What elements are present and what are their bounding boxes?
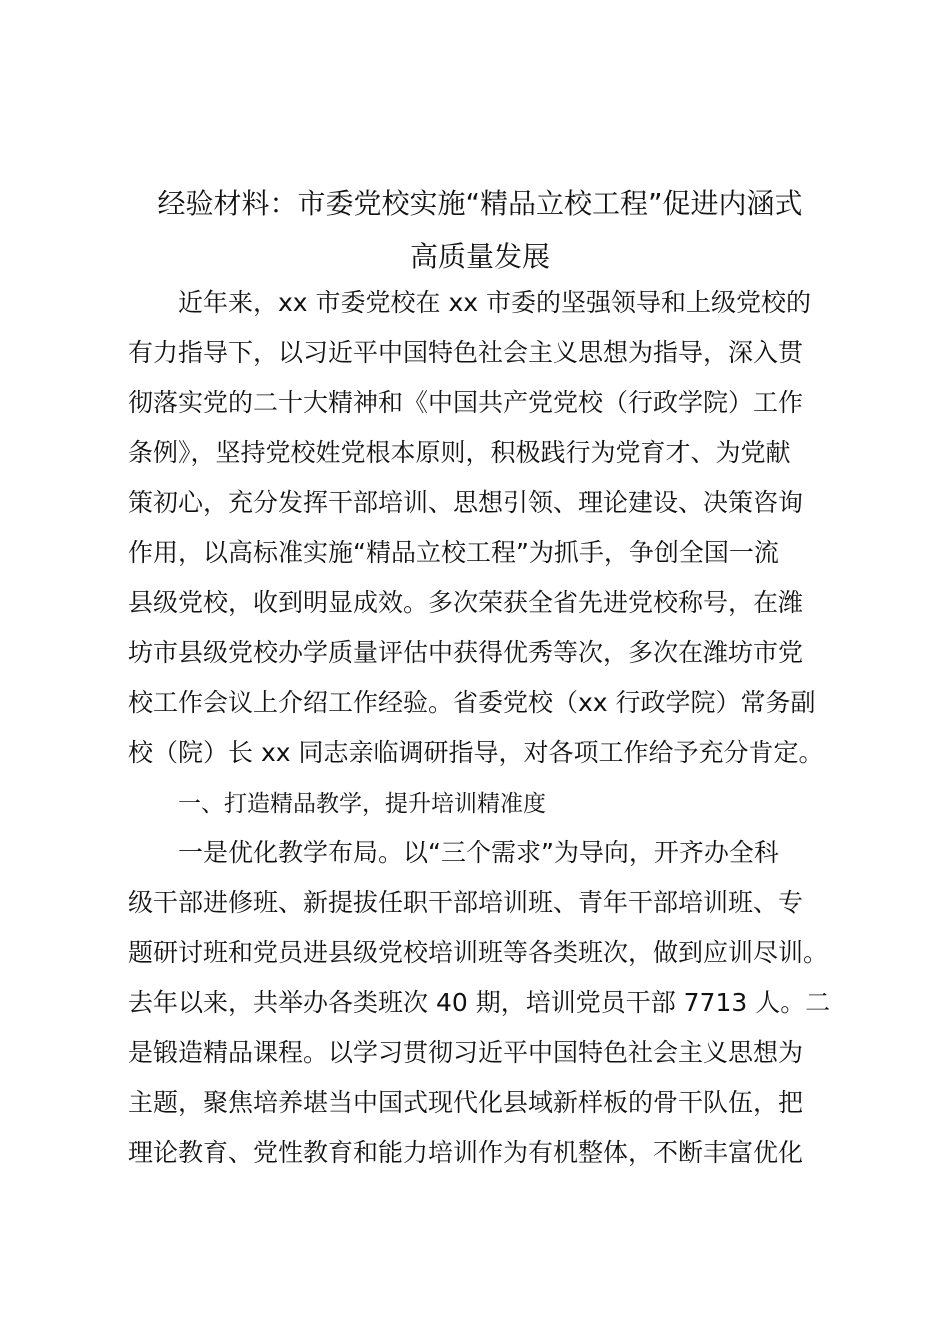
paragraph-line: 策初心，充分发挥干部培训、思想引领、理论建设、决策咨询: [128, 488, 804, 517]
paragraph-line: 校工作会议上介绍工作经验。省委党校（xx 行政学院）常务副: [128, 688, 816, 717]
paragraph-line: 条例》，坚持党校姓党根本原则，积极践行为党育才、为党献: [128, 438, 791, 467]
section-heading: 一、打造精品教学，提升培训精准度: [178, 791, 546, 817]
paragraph-line: 一是优化教学布局。以“三个需求”为导向，开齐办全科: [178, 838, 779, 867]
paragraph-line: 彻落实党的二十大精神和《中国共产党党校（行政学院）工作: [128, 388, 804, 417]
paragraph-line: 坊市县级党校办学质量评估中获得优秀等次，多次在潍坊市党: [128, 638, 804, 667]
paragraph-line: 理论教育、党性教育和能力培训作为有机整体，不断丰富优化: [128, 1138, 804, 1167]
paragraph-line: 是锻造精品课程。以学习贯彻习近平中国特色社会主义思想为: [128, 1038, 804, 1067]
paragraph-line: 校（院）长 xx 同志亲临调研指导，对各项工作给予充分肯定。: [128, 738, 824, 767]
document-title-line-1: 经验材料：市委党校实施“精品立校工程”促进内涵式: [157, 187, 803, 220]
paragraph-line: 题研讨班和党员进县级党校培训班等各类班次，做到应训尽训。: [128, 938, 829, 967]
paragraph-line: 主题，聚焦培养堪当中国式现代化县域新样板的骨干队伍，把: [128, 1088, 804, 1117]
document-title-line-2: 高质量发展: [409, 240, 550, 273]
paragraph-line: 去年以来，共举办各类班次 40 期，培训党员干部 7713 人。二: [128, 988, 831, 1017]
paragraph-line: 作用，以高标准实施“精品立校工程”为抓手，争创全国一流: [128, 538, 779, 567]
paragraph-line: 级干部进修班、新提拔任职干部培训班、青年干部培训班、专: [128, 888, 804, 917]
paragraph-line: 有力指导下，以习近平中国特色社会主义思想为指导，深入贯: [128, 338, 804, 367]
paragraph-line: 县级党校，收到明显成效。多次荣获全省先进党校称号，在潍: [128, 588, 804, 617]
paragraph-line: 近年来，xx 市委党校在 xx 市委的坚强领导和上级党校的: [178, 288, 812, 317]
